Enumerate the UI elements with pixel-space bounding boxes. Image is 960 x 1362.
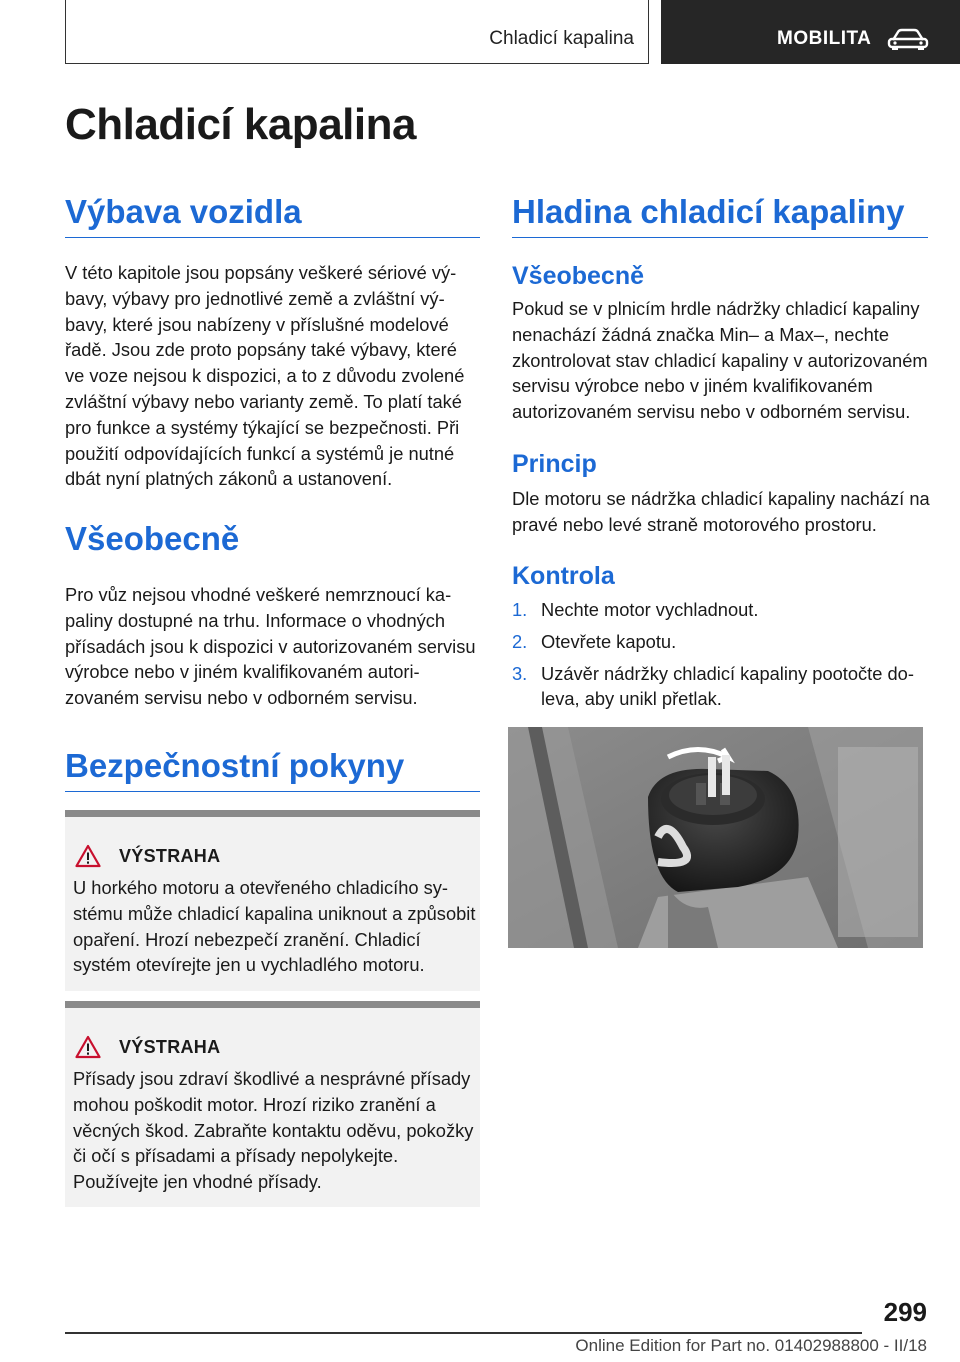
footer-edition: Online Edition for Part no. 01402988800 - II/18 xyxy=(575,1336,927,1355)
warning-header xyxy=(75,843,220,869)
heading-bezpecnostni-pokyny: Bezpečnostní pokyny xyxy=(65,747,480,792)
warning-title: VÝSTRAHA xyxy=(119,845,221,866)
step-number: 3. xyxy=(512,662,528,684)
header-section-title: Chladicí kapalina xyxy=(489,28,634,49)
coolant-reservoir-illustration xyxy=(508,727,923,948)
warning-box-1 xyxy=(65,810,480,991)
footer-divider xyxy=(65,1332,862,1334)
heading-hladina-chladici-kapaliny: Hladina chladicí kapaliny xyxy=(512,193,928,238)
step-text: Uzávěr nádržky chladicí kapaliny pootočte doleva, aby unikl přetlak. xyxy=(541,662,914,710)
paragraph-vybava: V této kapitole jsou popsány veškeré sériové výbavy, výbavy pro jednotlivé země a zvláštní výbavy, které jsou nabízeny v příslušné modelové řadě. Jsou zde proto popsány také výbavy, které ve voze nejsou k dispozici, a to z důvodu zvolené zvláštní výbavy nebo varianty země. To platí také pro funkce a systémy týkající se bezpečnosti. Při použití odpovídajících funkcí a systémů je nutné dbát nyní platných zákonů a ustanovení. xyxy=(65,262,465,490)
heading-princip: Princip xyxy=(512,450,597,478)
steps-list xyxy=(512,597,932,718)
warning-box-2 xyxy=(65,1001,480,1207)
step-text: Otevřete kapotu. xyxy=(541,630,677,652)
step-number: 1. xyxy=(512,599,528,620)
heading-vseobecne-left: Všeobecně xyxy=(65,520,240,557)
warning-header xyxy=(75,1034,220,1060)
header-section-box xyxy=(65,0,649,64)
heading-vseobecne-right: Všeobecně xyxy=(512,262,645,290)
warning-title: VÝSTRAHA xyxy=(119,1036,221,1057)
warning-text: U horkého motoru a otevřeného chladicího systému může chladicí kapalina uniknout a způsobit opaření. Hrozí nebezpečí zranění. Chladicí systém otevírejte jen u vychladlého motoru. xyxy=(73,877,476,976)
list-item xyxy=(512,597,932,623)
header-tab-label: MOBILITA xyxy=(777,28,872,49)
header-tab-mobilita[interactable] xyxy=(661,0,960,64)
page-title: Chladicí kapalina xyxy=(65,100,416,149)
paragraph-vseobecne-left: Pro vůz nejsou vhodné veškeré nemrznoucí kapaliny dostupné na trhu. Informace o vhodných přísadách jsou k dispozici v autorizovaném servisu výrobce nebo v jiném kvalifikovaném autorizovaném servisu nebo v odborném servisu. xyxy=(65,584,476,709)
page-number: 299 xyxy=(883,1297,927,1327)
step-text: Nechte motor vychladnout. xyxy=(541,599,759,620)
warning-triangle-icon xyxy=(75,1035,101,1059)
warning-text: Přísady jsou zdraví škodlivé a nesprávné přísady mohou poškodit motor. Hrozí riziko zranění a věcných škod. Zabraňte kontaktu oděvu, pokožky či očí s přísadami a přísady nepolykejte. Používejte jen vhodné přísady. xyxy=(73,1068,474,1193)
step-number: 2. xyxy=(512,630,528,652)
warning-triangle-icon xyxy=(75,844,101,868)
heading-vybava-vozidla: Výbava vozidla xyxy=(65,193,480,238)
heading-kontrola: Kontrola xyxy=(512,562,615,590)
list-item xyxy=(512,629,932,655)
car-icon xyxy=(887,27,929,51)
paragraph-princip: Dle motoru se nádržka chladicí kapaliny nachází na pravé nebo levé straně motorového prostoru. xyxy=(512,488,930,535)
list-item xyxy=(512,661,932,713)
paragraph-vseobecne-right: Pokud se v plnicím hrdle nádržky chladicí kapaliny nenachází žádná značka Min– a Max–, nechte zkontrolovat stav chladicí kapaliny v autorizovaném servisu výrobce nebo v jiném kvalifikovaném autorizovaném servisu nebo v odborném servisu. xyxy=(512,298,928,423)
